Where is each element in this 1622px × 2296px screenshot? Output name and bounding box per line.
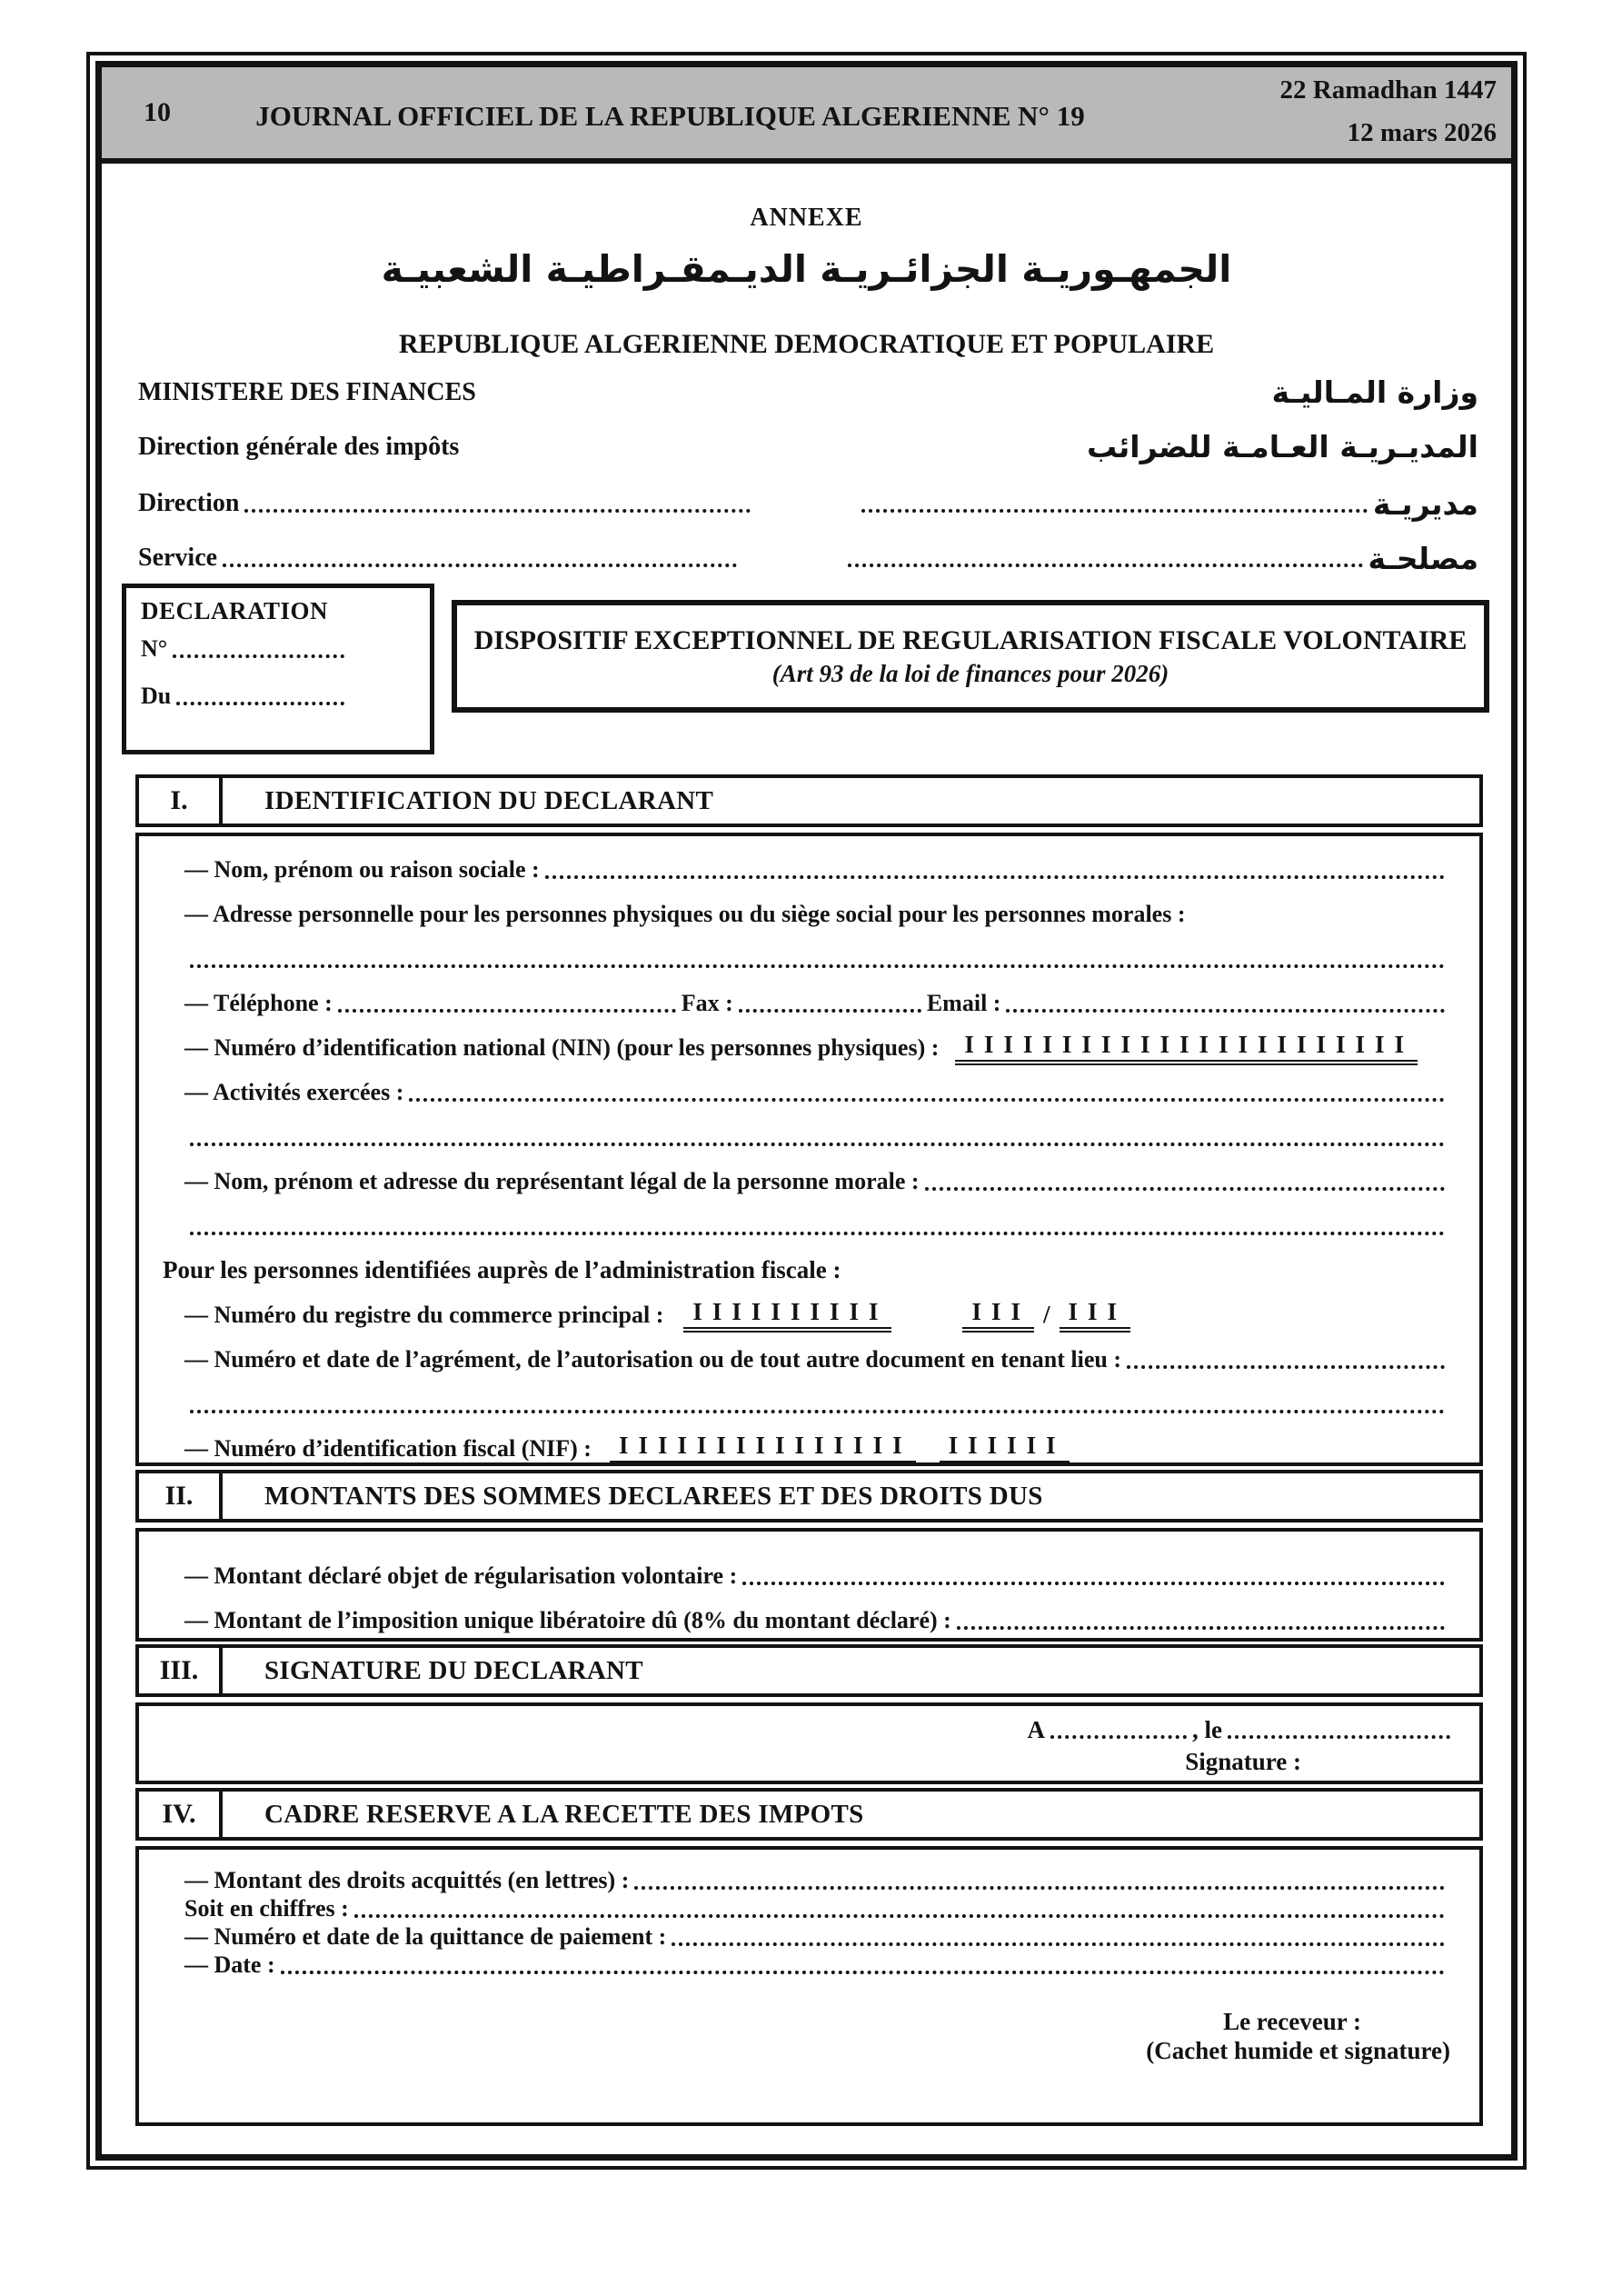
field-registre-commerce	[163, 1293, 1456, 1337]
field-montant-declare-label: — Montant déclaré objet de régularisation volontaire :	[184, 1562, 738, 1589]
field-nom-dotted-line	[545, 875, 1445, 879]
field-quittance	[163, 1922, 1456, 1951]
field-email-label: Email :	[926, 989, 1001, 1016]
declaration-title: DECLARATION	[141, 597, 329, 624]
section-1-header	[135, 774, 1483, 827]
section-1-numeral: I.	[139, 778, 223, 824]
declaration-box	[122, 584, 434, 754]
field-nif-cells-2: IIIIII	[940, 1432, 1070, 1466]
field-representant-label: — Nom, prénom et adresse du représentant légal de la personne morale :	[184, 1167, 920, 1194]
section-1-body	[135, 833, 1483, 1466]
signature-a-label: A	[1027, 1715, 1045, 1743]
signature-place-date-line	[163, 1712, 1456, 1748]
declaration-number-field	[173, 654, 344, 658]
declaration-date-field	[176, 702, 344, 705]
field-fax-dotted-line	[739, 1009, 921, 1013]
direction-row	[138, 487, 1478, 520]
service-label-ar: مصلحـة	[1368, 540, 1478, 576]
declaration-number-label: N°	[141, 635, 168, 662]
field-fax-label: Fax :	[681, 989, 733, 1016]
field-agrement-dotted-line-2	[190, 1410, 1445, 1413]
dgi-label-fr: Direction générale des impôts	[138, 432, 460, 461]
declaration-number-line	[141, 625, 350, 673]
page-number: 10	[144, 97, 171, 127]
section-3-numeral: III.	[139, 1648, 223, 1693]
field-adresse-label: — Adresse personnelle pour les personnes physiques ou du siège social pour les personnes morales :	[184, 900, 1186, 927]
field-date-dotted-line	[281, 1971, 1445, 1974]
field-activites-dotted-line-2	[190, 1143, 1445, 1146]
field-nif-cells-1: IIIIIIIIIIIIIII	[610, 1432, 916, 1466]
direction-dotted-line-fr	[244, 509, 751, 513]
field-droits-acquittes-dotted-line	[634, 1886, 1445, 1890]
dispositif-title: DISPOSITIF EXCEPTIONNEL DE REGULARISATION FISCALE VOLONTAIRE	[473, 624, 1468, 655]
section-2-header	[135, 1470, 1483, 1522]
declaration-date-line	[141, 673, 350, 720]
journal-title: JOURNAL OFFICIEL DE LA REPUBLIQUE ALGERIENNE N° 19	[255, 100, 1085, 132]
ministry-label-ar: وزارة المـاليـة	[1271, 374, 1478, 410]
field-activites-continuation	[163, 1114, 1456, 1159]
republic-title-arabic: الجمهـوريـة الجزائـريـة الديـمقـراطيـة الشعبيـة	[381, 247, 1232, 291]
dgi-label-ar: المديـريـة العـامـة للضرائب	[1086, 429, 1478, 464]
section-3-title: SIGNATURE DU DECLARANT	[264, 1655, 643, 1685]
field-agrement-label: — Numéro et date de l’agrément, de l’autorisation ou de tout autre document en tenant lieu :	[184, 1345, 1121, 1373]
field-montant-declare-dotted-line	[742, 1582, 1445, 1585]
field-rc-cells-2: III	[962, 1298, 1034, 1333]
section-2-numeral: II.	[139, 1473, 223, 1519]
journal-dates	[1280, 69, 1498, 155]
section-2-body	[135, 1528, 1483, 1642]
field-activites	[163, 1070, 1456, 1114]
field-representant-dotted-line-2	[190, 1232, 1445, 1235]
subheading-personnes-identifiees	[163, 1248, 1456, 1293]
service-dotted-line-ar	[848, 564, 1362, 567]
field-imposition-unique-label: — Montant de l’imposition unique libératoire dû (8% du montant déclaré) :	[184, 1606, 951, 1633]
field-activites-dotted-line	[409, 1098, 1445, 1102]
field-agrement	[163, 1337, 1456, 1382]
field-nin-cells: IIIIIIIIIIIIIIIIIIIIIII	[955, 1031, 1418, 1065]
field-telephone-label: — Téléphone :	[184, 989, 333, 1016]
field-date	[163, 1951, 1456, 1979]
field-nif-label: — Numéro d’identification fiscal (NIF) :	[184, 1434, 592, 1462]
subheading-personnes-identifiees-label: Pour les personnes identifiées auprès de l’administration fiscale :	[163, 1256, 841, 1283]
signature-date-dotted-line	[1228, 1735, 1450, 1739]
field-droits-acquittes-label: — Montant des droits acquittés (en lettres) :	[184, 1866, 630, 1893]
section-4-body	[135, 1846, 1483, 2126]
page-frame	[86, 52, 1527, 2170]
direction-dotted-line-ar	[861, 509, 1368, 513]
journal-header-band	[102, 67, 1511, 164]
field-agrement-continuation	[163, 1382, 1456, 1426]
direction-label-ar: مديريـة	[1372, 485, 1478, 522]
field-imposition-unique-dotted-line	[957, 1626, 1445, 1630]
republic-title-french: REPUBLIQUE ALGERIENNE DEMOCRATIQUE ET POPULAIRE	[398, 329, 1215, 359]
ministry-label-fr: MINISTERE DES FINANCES	[138, 377, 476, 406]
page-frame-inner	[95, 61, 1518, 2161]
dispositif-box	[452, 600, 1489, 713]
service-row	[138, 542, 1478, 574]
field-rc-slash: /	[1043, 1301, 1050, 1328]
field-adresse-continuation	[163, 936, 1456, 981]
section-3-header	[135, 1644, 1483, 1697]
field-representant-dotted-line	[925, 1187, 1445, 1191]
field-date-label: — Date :	[184, 1951, 275, 1978]
field-contact	[163, 981, 1456, 1025]
dgi-row	[138, 429, 1478, 464]
signature-le-label: , le	[1192, 1715, 1222, 1743]
date-gregorian: 12 mars 2026	[1347, 118, 1497, 147]
field-adresse	[163, 892, 1456, 936]
date-hijri: 22 Ramadhan 1447	[1279, 75, 1497, 105]
field-imposition-unique	[163, 1598, 1456, 1642]
field-quittance-dotted-line	[672, 1942, 1445, 1946]
field-rc-cells-1: IIIIIIIIII	[683, 1298, 891, 1333]
field-soit-en-chiffres-label: Soit en chiffres :	[184, 1894, 349, 1922]
dispositif-subtitle: (Art 93 de la loi de finances pour 2026)	[771, 659, 1169, 687]
service-dotted-line-fr	[223, 564, 737, 567]
receveur-label: Le receveur :	[1223, 2008, 1361, 2035]
signature-label: Signature :	[1185, 1748, 1301, 1775]
field-droits-acquittes	[163, 1866, 1456, 1894]
field-soit-en-chiffres	[163, 1894, 1456, 1922]
section-2-title: MONTANTS DES SOMMES DECLAREES ET DES DROITS DUS	[264, 1481, 1043, 1511]
field-nom	[163, 847, 1456, 892]
field-montant-declare	[163, 1553, 1456, 1598]
field-email-dotted-line	[1006, 1009, 1445, 1013]
field-rc-label: — Numéro du registre du commerce principal :	[184, 1301, 664, 1328]
section-1-title: IDENTIFICATION DU DECLARANT	[264, 785, 714, 815]
field-nom-label: — Nom, prénom ou raison sociale :	[184, 855, 540, 883]
field-nif	[163, 1426, 1456, 1471]
field-soit-en-chiffres-dotted-line	[354, 1914, 1445, 1918]
field-agrement-dotted-line	[1127, 1365, 1445, 1369]
field-quittance-label: — Numéro et date de la quittance de paiement :	[184, 1922, 667, 1950]
field-representant-continuation	[163, 1203, 1456, 1248]
section-4-title: CADRE RESERVE A LA RECETTE DES IMPOTS	[264, 1799, 864, 1829]
field-nin-label: — Numéro d’identification national (NIN) (pour les personnes physiques) :	[184, 1033, 940, 1061]
direction-label-fr: Direction	[138, 489, 240, 517]
field-representant	[163, 1159, 1456, 1203]
cachet-label: (Cachet humide et signature)	[1146, 2037, 1450, 2064]
section-3-body	[135, 1702, 1483, 1784]
ministry-row	[138, 374, 1478, 410]
field-adresse-dotted-line	[190, 964, 1445, 968]
service-label-fr: Service	[138, 544, 218, 572]
field-nin	[163, 1025, 1456, 1070]
signature-place-dotted-line	[1050, 1735, 1187, 1739]
section-4-header	[135, 1788, 1483, 1841]
field-rc-cells-3: III	[1060, 1298, 1131, 1333]
field-telephone-dotted-line	[338, 1009, 676, 1013]
section-4-numeral: IV.	[139, 1792, 223, 1837]
annexe-title: ANNEXE	[750, 204, 863, 232]
field-activites-label: — Activités exercées :	[184, 1078, 404, 1105]
declaration-date-label: Du	[141, 683, 172, 709]
